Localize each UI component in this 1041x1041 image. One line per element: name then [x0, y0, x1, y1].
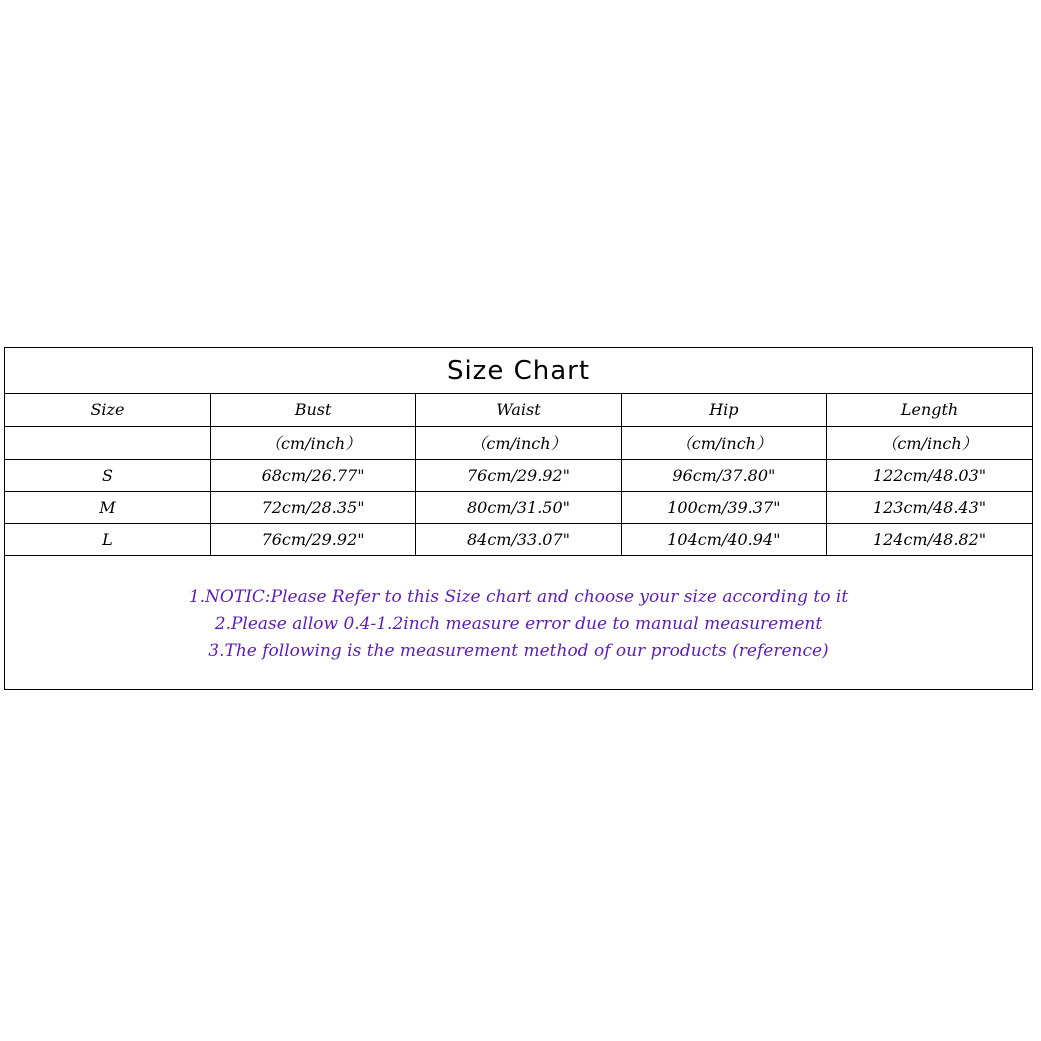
unit-length: （cm/inch） [827, 426, 1032, 459]
table-units-row [5, 426, 1032, 459]
unit-waist: （cm/inch） [416, 426, 621, 459]
note-line: 2.Please allow 0.4-1.2inch measure error due to manual measurement [214, 613, 823, 634]
unit-bust: （cm/inch） [210, 426, 415, 459]
unit-size [5, 426, 210, 459]
size-table [5, 394, 1032, 556]
table-row [5, 459, 1032, 491]
waist-cell: 84cm/33.07" [416, 523, 621, 555]
bust-cell: 72cm/28.35" [210, 491, 415, 523]
bust-cell: 76cm/29.92" [210, 523, 415, 555]
note-line: 3.The following is the measurement method of our products (reference) [208, 640, 829, 661]
waist-cell: 76cm/29.92" [416, 459, 621, 491]
size-cell: M [5, 491, 210, 523]
header-size: Size [5, 394, 210, 426]
size-cell: S [5, 459, 210, 491]
waist-cell: 80cm/31.50" [416, 491, 621, 523]
header-hip: Hip [621, 394, 826, 426]
table-row [5, 491, 1032, 523]
length-cell: 122cm/48.03" [827, 459, 1032, 491]
hip-cell: 104cm/40.94" [621, 523, 826, 555]
notes-block [5, 556, 1032, 665]
size-cell: L [5, 523, 210, 555]
size-chart-sheet [4, 347, 1033, 690]
header-bust: Bust [210, 394, 415, 426]
note-line: 1.NOTIC:Please Refer to this Size chart and choose your size according to it [188, 586, 849, 607]
size-chart-title: Size Chart [5, 348, 1032, 394]
length-cell: 123cm/48.43" [827, 491, 1032, 523]
table-row [5, 523, 1032, 555]
hip-cell: 100cm/39.37" [621, 491, 826, 523]
header-waist: Waist [416, 394, 621, 426]
unit-hip: （cm/inch） [621, 426, 826, 459]
bust-cell: 68cm/26.77" [210, 459, 415, 491]
length-cell: 124cm/48.82" [827, 523, 1032, 555]
hip-cell: 96cm/37.80" [621, 459, 826, 491]
table-header-row [5, 394, 1032, 426]
header-length: Length [827, 394, 1032, 426]
